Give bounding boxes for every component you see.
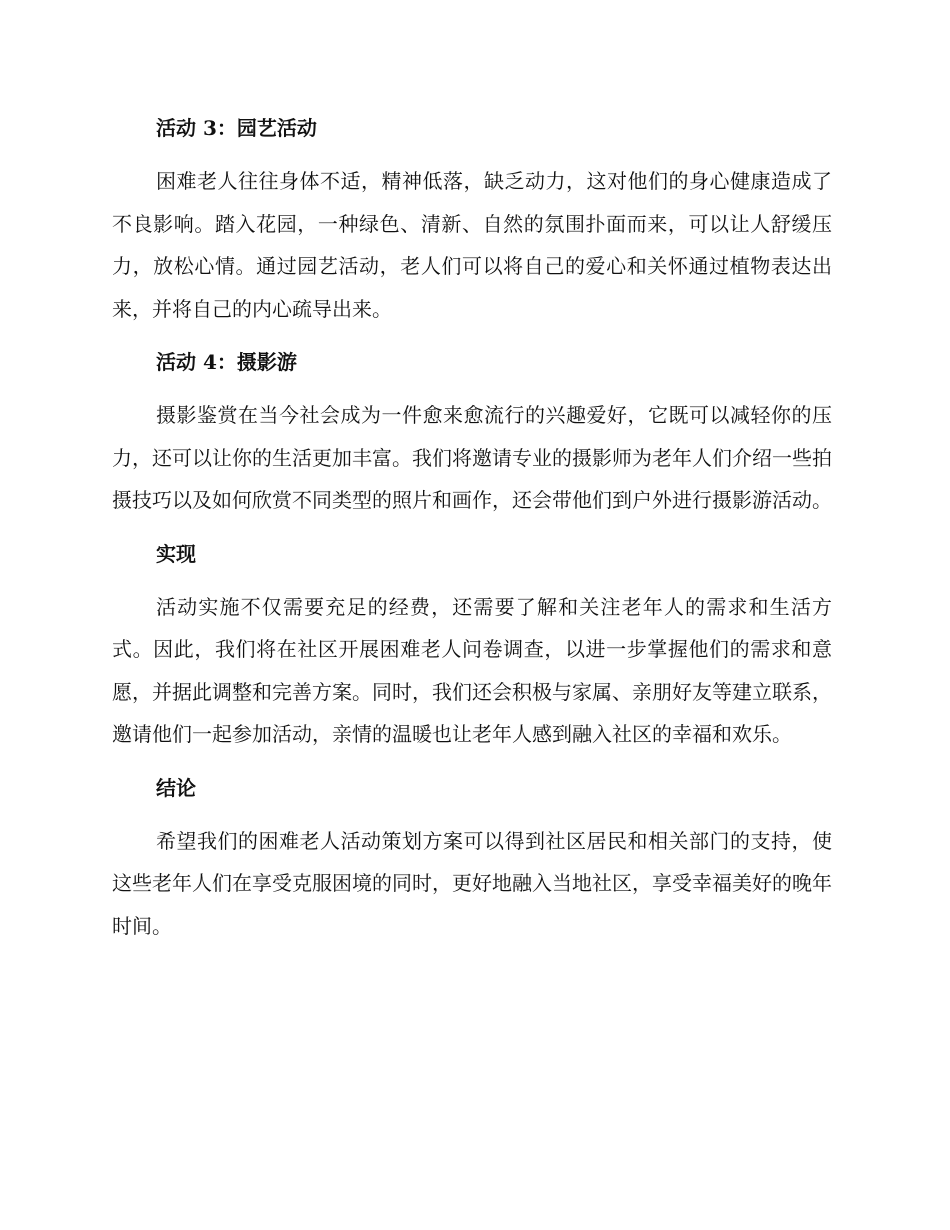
section-heading-conclusion: 结论 [156,775,196,800]
section-paragraph-activity-3: 困难老人往往身体不适，精神低落，缺乏动力，这对他们的身心健康造成了不良影响。踏入花园，一种绿色、清新、自然的氛围扑面而来，可以让人舒缓压力，放松心情。通过园艺活动，老人们可以将自己的爱心和关怀通过植物表达出来，并将自己的内心疏导出来。 [112,169,832,321]
section-paragraph-activity-4: 摄影鉴赏在当今社会成为一件愈来愈流行的兴趣爱好，它既可以减轻你的压力，还可以让你的生活更加丰富。我们将邀请专业的摄影师为老年人们介绍一些拍摄技巧以及如何欣赏不同类型的照片和画作，还会带他们到户外进行摄影游活动。 [112,403,832,512]
section-heading-activity-4: 活动 4：摄影游 [156,350,297,374]
section-heading-implementation: 实现 [156,541,196,566]
section-heading-activity-3: 活动 3：园艺活动 [156,116,317,140]
section-paragraph-conclusion: 希望我们的困难老人活动策划方案可以得到社区居民和相关部门的支持，使这些老年人们在享受克服困境的同时，更好地融入当地社区，享受幸福美好的晚年时间。 [112,828,832,938]
section-paragraph-implementation: 活动实施不仅需要充足的经费，还需要了解和关注老年人的需求和生活方式。因此，我们将在社区开展困难老人问卷调查，以进一步掌握他们的需求和意愿，并据此调整和完善方案。同时，我们还会积极与家属、亲朋好友等建立联系，邀请他们一起参加活动，亲情的温暖也让老年人感到融入社区的幸福和欢乐。 [112,594,832,746]
document-body [112,108,832,947]
